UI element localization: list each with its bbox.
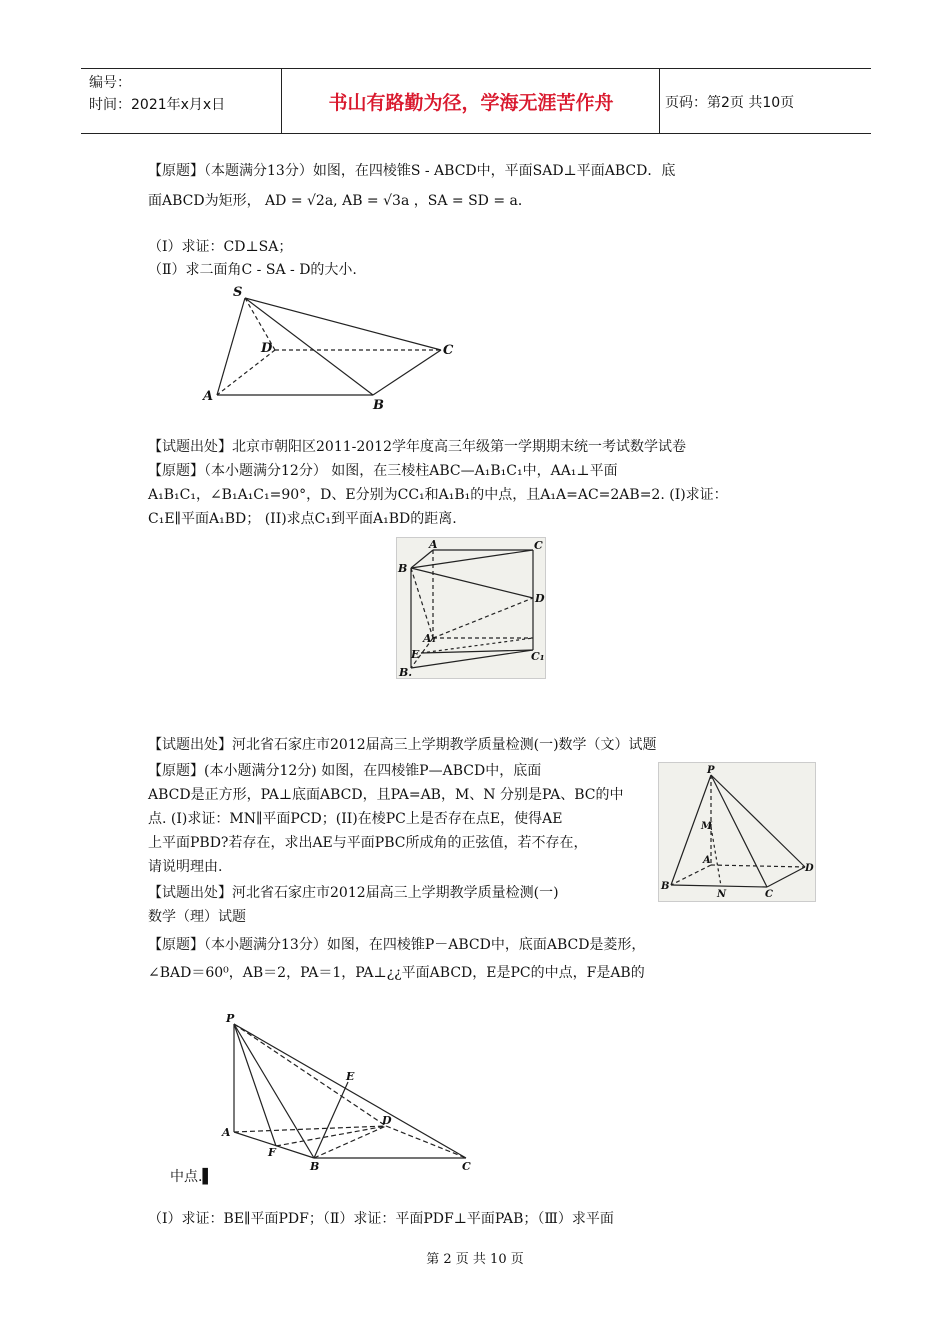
p3-line3: 点. (I)求证：MN∥平面PCD；(II)在棱PC上是否存在点E，使得AE [148, 811, 563, 827]
p4-tail: 中点.▌ [170, 1169, 214, 1185]
fig2-label-c1: C₁ [531, 650, 545, 663]
header-page-info: 页码：第2页 共10页 [665, 95, 795, 111]
figure-2-prism [396, 537, 546, 679]
figure-4-pyramid [218, 1010, 480, 1174]
fig4-label-p: P [226, 1012, 235, 1025]
fig2-label-e: E [411, 648, 420, 661]
header-motto: 书山有路勤为径，学海无涯苦作舟 [328, 92, 614, 114]
p3-source: 【试题出处】河北省石家庄市2012届高三上学期教学质量检测(一)数学（文）试题 [148, 737, 657, 753]
p3-line2: ABCD是正方形，PA⊥底面ABCD，且PA=AB，M、N 分别是PA、BC的中 [148, 787, 624, 803]
p2-line1: 【原题】（本小题满分12分） 如图，在三棱柱ABC—A₁B₁C₁中，AA₁⊥平面 [148, 463, 618, 479]
fig4-label-a: A [222, 1126, 231, 1139]
fig3-label-a: A [703, 855, 711, 866]
fig1-label-a: A [203, 389, 214, 404]
p3-source2b: 数学（理）试题 [148, 909, 246, 925]
p2-source: 【试题出处】北京市朝阳区2011-2012学年度高三年级第一学期期末统一考试数学试卷 [148, 439, 686, 455]
fig2-label-c: C [534, 539, 543, 552]
header-top-rule [81, 68, 871, 69]
p2-line2: A₁B₁C₁，∠B₁A₁C₁=90°，D、E分别为CC₁和A₁B₁的中点，且A₁A=AC=2AB=2. (I)求证： [148, 487, 728, 503]
p1-question-2: （Ⅱ）求二面角C - SA - D的大小. [148, 262, 357, 278]
fig4-label-e: E [346, 1070, 355, 1083]
p4-line1: 【原题】（本小题满分13分）如图，在四棱锥P－ABCD中，底面ABCD是菱形， [148, 937, 646, 953]
p1-line2: 面ABCD为矩形， AD = √2a, AB = √3a ，SA = SD = a． [148, 193, 532, 209]
header-bottom-rule [81, 133, 871, 134]
page-footer: 第 2 页 共 10 页 [426, 1252, 524, 1267]
fig2-label-b1: B. [399, 666, 413, 679]
fig3-label-p: P [707, 765, 715, 776]
fig4-label-d: D [382, 1114, 392, 1127]
fig1-label-d: D [261, 341, 273, 356]
header-time: 时间：2021年x月x日 [89, 97, 226, 113]
p1-question-1: （Ⅰ）求证：CD⊥SA； [148, 239, 293, 255]
p3-source2a: 【试题出处】河北省石家庄市2012届高三上学期教学质量检测(一) [148, 885, 559, 901]
p4-line2: ∠BAD＝60⁰，AB＝2，PA＝1，PA⊥¿¿平面ABCD，E是PC的中点，F是AB的 [148, 965, 645, 981]
fig1-label-b: B [373, 398, 384, 413]
figure-1-pyramid [195, 278, 465, 413]
p1-line1: 【原题】（本题满分13分）如图，在四棱锥S - ABCD中，平面SAD⊥平面ABCD．底 [148, 163, 676, 179]
fig1-label-s: S [233, 285, 243, 300]
fig1-label-c: C [443, 343, 454, 358]
header-number: 编号： [89, 75, 131, 91]
p3-line5: 请说明理由. [148, 859, 223, 875]
fig4-label-c: C [462, 1160, 471, 1173]
p2-line3: C₁E∥平面A₁BD； (II)求点C₁到平面A₁BD的距离. [148, 511, 457, 527]
header-left [89, 72, 225, 116]
fig3-label-n: N [717, 889, 727, 900]
fig3-label-b: B [661, 881, 670, 892]
p3-line4: 上平面PBD?若存在，求出AE与平面PBC所成角的正弦值，若不存在， [148, 835, 588, 851]
p4-questions: （Ⅰ）求证：BE∥平面PDF；（Ⅱ）求证：平面PDF⊥平面PAB；（Ⅲ）求平面 [148, 1211, 614, 1227]
fig2-label-b: B [398, 562, 408, 575]
fig2-label-a1: A₁ [423, 632, 437, 645]
page-header [81, 68, 871, 134]
fig2-label-a: A [429, 538, 438, 551]
p3-line1: 【原题】(本小题满分12分) 如图，在四棱锥P—ABCD中，底面 [148, 763, 542, 779]
fig3-label-c: C [765, 889, 773, 900]
fig3-label-m: M [701, 821, 713, 832]
fig4-label-b: B [310, 1160, 320, 1173]
fig3-label-d: D [805, 863, 814, 874]
figure-3-pyramid [658, 762, 816, 902]
fig2-label-d: D [535, 592, 545, 605]
fig4-label-f: F [268, 1146, 276, 1159]
